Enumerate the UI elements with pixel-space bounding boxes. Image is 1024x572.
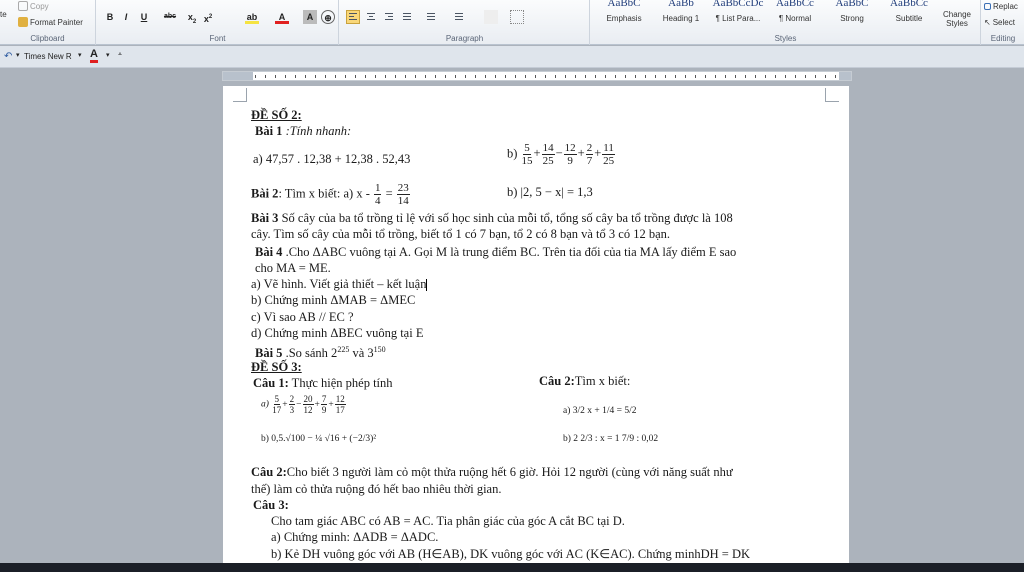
ruler-tick — [285, 75, 286, 78]
bai1-b-prefix: b) — [507, 146, 518, 161]
ruler-tick — [815, 75, 816, 78]
fraction — [602, 142, 615, 167]
style-name: Subtitle — [895, 14, 923, 23]
char-shading-button[interactable]: A — [303, 10, 317, 24]
bai5-title: Bài 5 — [255, 346, 283, 361]
frac-num: 14 — [542, 142, 554, 154]
operator: + — [594, 146, 602, 161]
ruler-tick — [695, 75, 696, 78]
replace-label: Replac — [993, 2, 1018, 11]
ruler-tick — [415, 75, 416, 78]
font-dropdown-icon[interactable]: ▾ — [78, 52, 82, 59]
cau1-line — [253, 376, 393, 390]
cau1-text: Thực hiện phép tính — [288, 376, 393, 390]
copy-icon — [18, 1, 28, 11]
operator: + — [282, 399, 288, 410]
frac-den: 9 — [567, 155, 573, 167]
cau1-b: b) 0,5.√100 − ¼ √16 + (−2/3)² — [261, 434, 377, 444]
style-item[interactable] — [595, 0, 653, 34]
undo-icon[interactable]: ↶ — [4, 51, 13, 62]
bai4-line1 — [255, 245, 736, 259]
operator: + — [328, 399, 334, 410]
q2-line1 — [251, 465, 733, 479]
enclose-char-button[interactable]: ⊕ — [321, 10, 335, 24]
operator: + — [577, 146, 585, 161]
cau1-a-prefix: a) — [261, 399, 269, 410]
frac-num: 2 — [586, 142, 593, 154]
ruler-tick — [675, 75, 676, 78]
fraction — [522, 142, 533, 167]
ruler-tick — [405, 75, 406, 78]
q3-title: Câu 3: — [253, 498, 289, 512]
italic-button[interactable]: I — [124, 12, 128, 22]
ruler-right-margin[interactable] — [839, 72, 851, 80]
bai4-line2: cho MA = ME. — [255, 261, 331, 275]
style-preview: AaBbC — [607, 0, 641, 9]
style-preview: AaBbCc — [776, 0, 814, 9]
cau1-a-expression — [271, 394, 346, 415]
ruler-tick — [645, 75, 646, 78]
document-page[interactable] — [223, 86, 849, 572]
ruler-tick — [835, 75, 836, 78]
ruler-tick — [305, 75, 306, 78]
ruler-tick — [545, 75, 546, 78]
ruler-tick — [315, 75, 316, 78]
bai2-line — [251, 182, 411, 207]
justify-button[interactable] — [400, 10, 414, 24]
frac-den: 4 — [374, 195, 381, 207]
frac-den: 17 — [335, 405, 345, 415]
style-item[interactable] — [766, 0, 824, 34]
q2-text1: Cho biết 3 người làm cỏ một thửa ruộng hết 6 giờ. Hỏi 12 người (cùng với năng suất như — [286, 465, 733, 479]
style-preview: AaBbCc — [890, 0, 928, 9]
ribbon — [0, 0, 1024, 45]
quick-access-toolbar — [0, 46, 1024, 68]
style-item[interactable] — [709, 0, 767, 34]
font-label: Font — [209, 34, 226, 43]
distributed-button[interactable] — [424, 10, 438, 24]
paragraph-group — [340, 0, 590, 45]
ruler-tick — [345, 75, 346, 78]
ruler-tick — [375, 75, 376, 78]
bai4-c: c) Vì sao AB // EC ? — [251, 310, 354, 324]
q3-a: a) Chứng minh: ΔADB = ΔADC. — [271, 530, 439, 544]
ruler-tick — [775, 75, 776, 78]
ruler-tick — [505, 75, 506, 78]
ruler-tick — [825, 75, 826, 78]
ruler-tick — [785, 75, 786, 78]
style-preview: AaBb — [668, 0, 694, 9]
align-right-button[interactable] — [382, 10, 396, 24]
style-item[interactable] — [880, 0, 938, 34]
bai1-text: :Tính nhanh: — [282, 124, 352, 138]
align-center-button[interactable] — [364, 10, 378, 24]
bai1-a: a) 47,57 . 12,38 + 12,38 . 52,43 — [253, 152, 411, 166]
bai4-title: Bài 4 — [255, 245, 283, 259]
ruler-tick — [535, 75, 536, 78]
ruler-left-margin[interactable] — [223, 72, 253, 80]
ruler-tick — [355, 75, 356, 78]
cau2-b: b) 2 2/3 : x = 1 7/9 : 0,02 — [563, 434, 659, 444]
ruler-tick — [425, 75, 426, 78]
ruler-tick — [275, 75, 276, 78]
ruler-tick — [445, 75, 446, 78]
cau2-text: Tìm x biết: — [574, 374, 631, 388]
select-arrow-icon: ↖ — [984, 18, 991, 27]
select-button[interactable] — [984, 18, 1015, 27]
highlight-button[interactable]: ab — [246, 12, 258, 22]
copy-label: Copy — [30, 1, 49, 11]
superscript-button[interactable]: $x^2$ — [203, 14, 213, 24]
bai4-a-text: a) Vẽ hình. Viết giả thiết – kết luận — [251, 277, 427, 291]
cau1-title: Câu 1: — [253, 376, 289, 390]
change-styles-button[interactable]: Change Styles — [942, 10, 972, 28]
fraction — [289, 394, 296, 415]
bai2-b: b) |2, 5 − x| = 1,3 — [507, 185, 593, 199]
frac-num: 12 — [564, 142, 576, 154]
bai1-title: Bài 1 — [255, 124, 283, 138]
bai4-a — [251, 277, 427, 291]
fraction — [272, 394, 281, 415]
ruler-tick — [365, 75, 366, 78]
frac-den: 9 — [321, 405, 327, 415]
format-painter-label: Format Painter — [30, 17, 83, 27]
bai1-b-expression — [521, 142, 616, 167]
ruler-tick — [615, 75, 616, 78]
style-preview: AaBbCcDc — [712, 0, 764, 9]
frac-den: 14 — [397, 195, 409, 207]
cau2-title: Câu 2: — [539, 374, 575, 388]
de2-heading: ĐỀ SỐ 2: — [251, 108, 302, 122]
customize-qat-icon[interactable]: ⩡ — [118, 51, 122, 58]
cau2-a: a) 3/2 x + 1/4 = 5/2 — [563, 406, 637, 416]
ruler-tick — [395, 75, 396, 78]
frac-num: 2 — [289, 394, 295, 404]
ruler-tick — [325, 75, 326, 78]
ruler-tick — [765, 75, 766, 78]
style-name: Heading 1 — [662, 14, 700, 23]
ruler-tick — [745, 75, 746, 78]
bai3-title: Bài 3 — [251, 211, 279, 225]
bai2-title: Bài 2 — [251, 186, 279, 201]
q2-line2: thế) làm cỏ thửa ruộng đó hết bao nhiêu thời gian. — [251, 482, 502, 496]
text-cursor — [426, 279, 427, 291]
frac-den: 12 — [303, 405, 313, 415]
q3-b: b) Kẻ DH vuông góc với AB (H∈AB), DK vuông góc với AC (K∈AC). Chứng minhDH = DK — [271, 547, 751, 561]
copy-button[interactable] — [18, 1, 49, 11]
fraction — [303, 394, 314, 415]
clipboard-label: Clipboard — [30, 34, 65, 43]
ruler-tick — [455, 75, 456, 78]
bold-button[interactable]: B — [106, 12, 114, 22]
frac-den: 25 — [603, 155, 615, 167]
frac-den: 15 — [521, 155, 533, 167]
horizontal-ruler[interactable] — [222, 71, 852, 81]
style-item[interactable] — [823, 0, 881, 34]
fraction — [321, 394, 328, 415]
fraction — [335, 394, 346, 415]
ruler-tick — [725, 75, 726, 78]
styles-label: Styles — [774, 34, 797, 43]
ruler-tick — [665, 75, 666, 78]
ruler-tick — [595, 75, 596, 78]
operator: + — [533, 146, 541, 161]
replace-button[interactable] — [984, 2, 1018, 11]
bai4-b: b) Chứng minh ΔMAB = ΔMEC — [251, 293, 416, 307]
dropdown-arrow-icon[interactable]: ▾ — [16, 52, 20, 59]
clipboard-group — [0, 0, 96, 45]
bai5-line — [255, 343, 386, 360]
replace-icon — [984, 3, 991, 10]
ruler-tick — [465, 75, 466, 78]
q2-title: Câu 2: — [251, 465, 287, 479]
font-name-box[interactable]: Times New R — [24, 52, 72, 61]
ruler-tick — [555, 75, 556, 78]
style-name: Emphasis — [606, 14, 642, 23]
bai2-frac1 — [374, 182, 382, 207]
ruler-tick — [585, 75, 586, 78]
cau2-line — [539, 374, 630, 388]
ruler-tick — [485, 75, 486, 78]
frac-den: 25 — [542, 155, 554, 167]
ruler-tick — [435, 75, 436, 78]
ruler-tick — [515, 75, 516, 78]
fraction — [542, 142, 555, 167]
ruler-tick — [385, 75, 386, 78]
bai3-line2: cây. Tìm số cây của mỗi tổ trồng, biết tổ 1 có 7 bạn, tổ 2 có 8 bạn và tổ 3 có 12 bạn. — [251, 227, 671, 241]
ruler-tick — [565, 75, 566, 78]
fraction — [586, 142, 594, 167]
ruler-tick — [795, 75, 796, 78]
bai4-d: d) Chứng minh ΔBEC vuông tại E — [251, 326, 424, 340]
frac-num: 20 — [303, 394, 313, 404]
underline-button[interactable]: U — [140, 12, 148, 22]
format-painter-icon — [18, 17, 28, 27]
operator: − — [296, 399, 302, 410]
ruler-tick — [605, 75, 606, 78]
bai5-exp2: 150 — [373, 345, 386, 354]
paragraph-label: Paragraph — [445, 34, 484, 43]
bai1-line — [255, 124, 351, 138]
select-label: Select — [992, 18, 1015, 27]
editing-group — [982, 0, 1024, 45]
ruler-tick — [655, 75, 656, 78]
frac-den: 17 — [272, 405, 282, 415]
style-item[interactable] — [652, 0, 710, 34]
bai5-exp1: 225 — [337, 345, 350, 354]
frac-num: 23 — [397, 182, 409, 194]
q3-line1: Cho tam giác ABC có AB = AC. Tia phân giác của góc A cắt BC tại D. — [271, 514, 625, 528]
style-name: ¶ List Para... — [715, 14, 761, 23]
frac-num: 1 — [374, 182, 381, 194]
frac-den: 7 — [586, 155, 593, 167]
font-group — [97, 0, 339, 45]
ruler-tick — [735, 75, 736, 78]
ruler-tick — [625, 75, 626, 78]
ruler-tick — [685, 75, 686, 78]
ruler-tick — [635, 75, 636, 78]
taskbar — [0, 563, 1024, 572]
format-painter-button[interactable] — [18, 17, 83, 27]
frac-num: 5 — [524, 142, 530, 154]
style-name: ¶ Normal — [778, 14, 812, 23]
frac-num: 11 — [603, 142, 614, 154]
ruler-tick — [255, 75, 256, 78]
bai5-mid: và 3 — [349, 346, 374, 361]
operator: + — [314, 399, 320, 410]
bai1-b — [507, 142, 616, 167]
paste-button[interactable]: te — [0, 10, 7, 19]
ruler-tick — [335, 75, 336, 78]
font-color-button[interactable]: A — [275, 10, 289, 24]
ruler-tick — [705, 75, 706, 78]
ruler-tick — [755, 75, 756, 78]
bai3-line1 — [251, 211, 733, 225]
strikethrough-button[interactable]: abc — [163, 13, 177, 20]
de3-heading: ĐỀ SỐ 3: — [251, 360, 302, 374]
shading-button[interactable] — [484, 10, 498, 24]
fraction — [564, 142, 577, 167]
borders-button[interactable] — [510, 10, 524, 24]
page-corner-tl — [233, 88, 247, 102]
operator: − — [555, 146, 563, 161]
frac-num: 12 — [335, 394, 345, 404]
ruler-tick — [495, 75, 496, 78]
bai2-text: : Tìm x biết: a) x - — [278, 186, 373, 201]
ruler-tick — [805, 75, 806, 78]
ruler-tick — [715, 75, 716, 78]
font-color-icon[interactable]: A — [90, 49, 98, 63]
frac-den: 3 — [289, 405, 295, 415]
cau1-a — [261, 394, 347, 415]
ruler-tick — [575, 75, 576, 78]
editing-label: Editing — [990, 34, 1016, 43]
frac-num: 7 — [321, 394, 327, 404]
bai2-frac2 — [397, 182, 410, 207]
page-corner-tr — [825, 88, 839, 102]
eq-sign: = — [382, 186, 396, 201]
ruler-tick — [475, 75, 476, 78]
bai4-text1: .Cho ΔABC vuông tại A. Gọi M là trung điểm BC. Trên tia đối của tia MA lấy điểm E sao — [282, 245, 737, 259]
bai3-text1: Số cây của ba tổ trồng tỉ lệ với số học sinh của mỗi tổ, tổng số cây ba tổ trồng được là 108 — [278, 211, 733, 225]
ruler-tick — [295, 75, 296, 78]
styles-group — [591, 0, 981, 45]
bai5-text: .So sánh 2 — [282, 346, 338, 361]
align-left-button[interactable] — [346, 10, 360, 24]
frac-num: 5 — [274, 394, 280, 404]
line-spacing-button[interactable] — [452, 10, 466, 24]
style-name: Strong — [840, 14, 864, 23]
subscript-button[interactable]: $x_2$ — [187, 12, 197, 25]
ruler-tick — [265, 75, 266, 78]
ruler-tick — [525, 75, 526, 78]
color-dropdown-icon[interactable]: ▾ — [106, 52, 110, 59]
style-preview: AaBbC — [835, 0, 869, 9]
